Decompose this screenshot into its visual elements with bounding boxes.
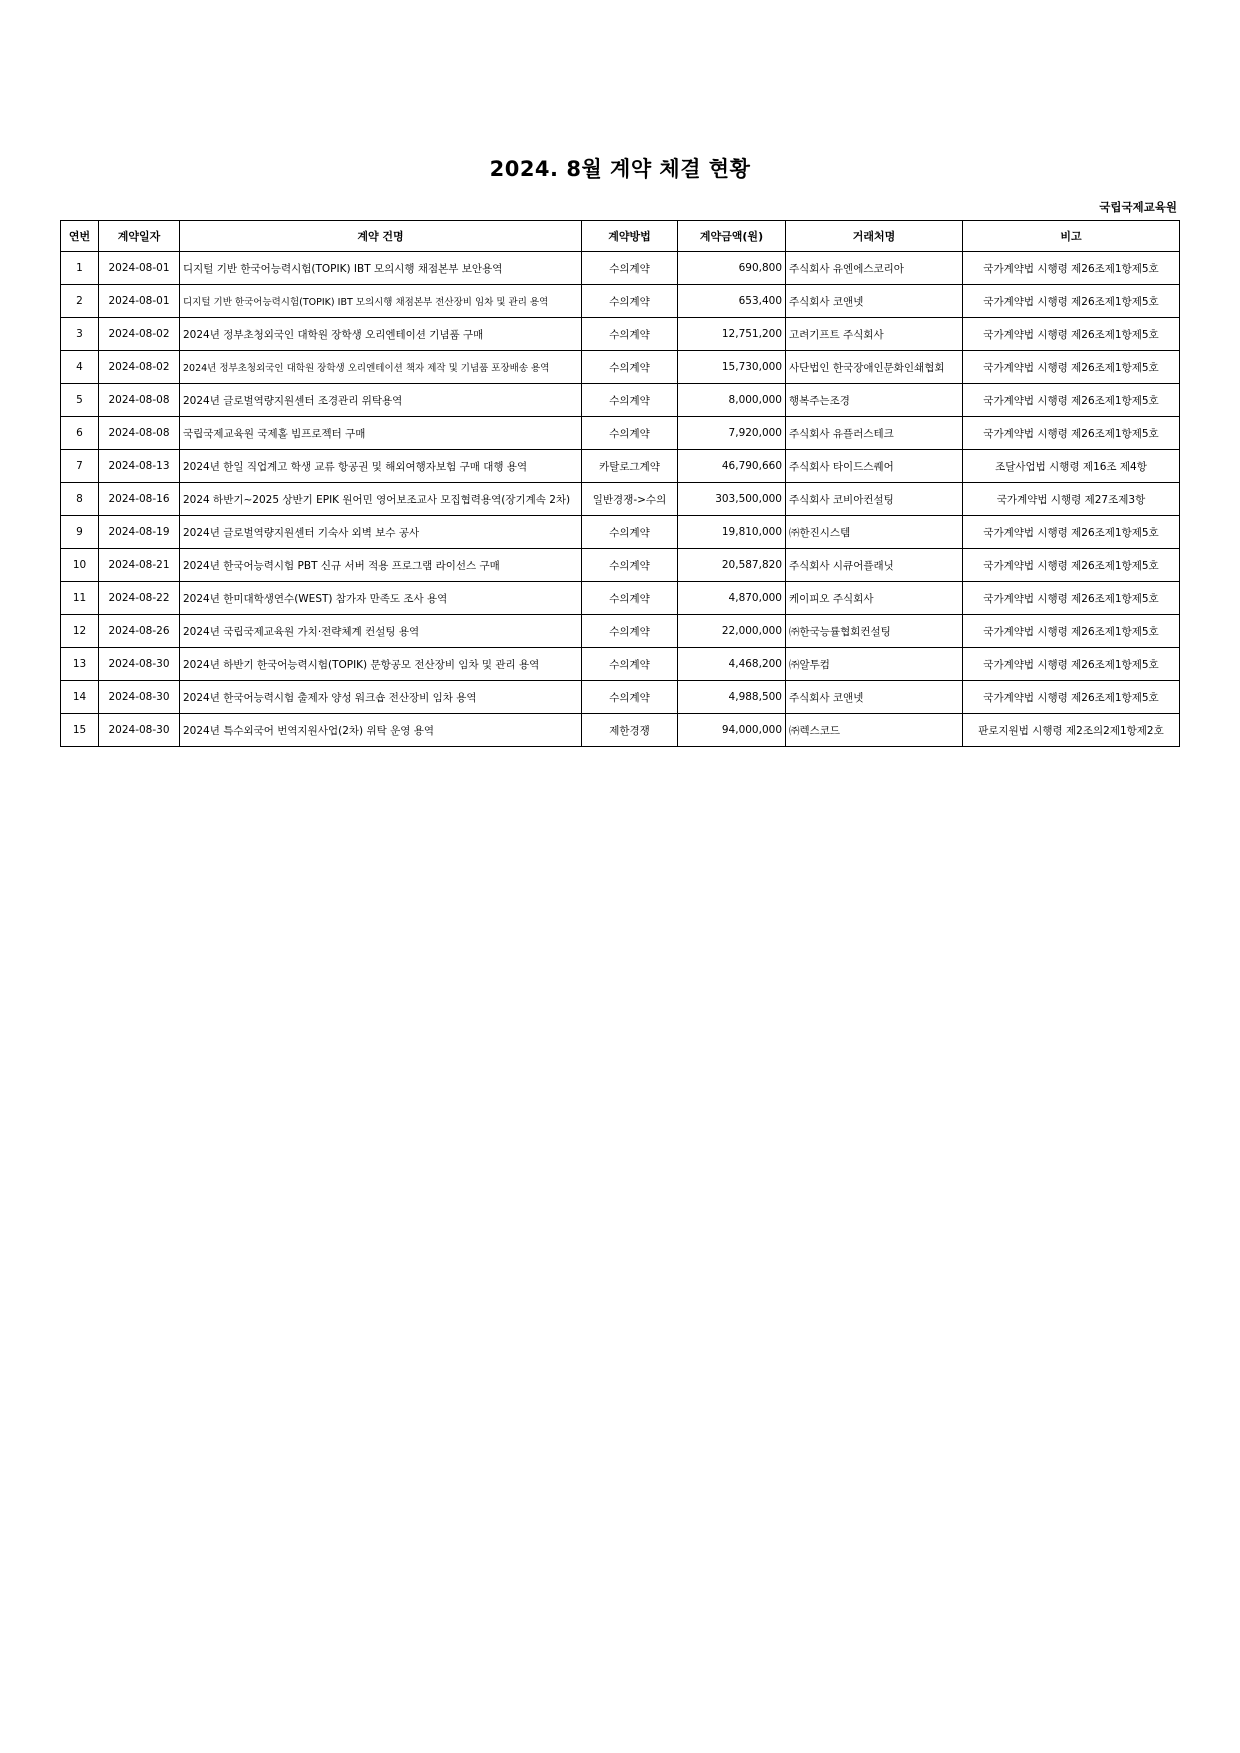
cell-date: 2024-08-13: [99, 450, 180, 483]
cell-note: 국가계약법 시행령 제26조제1항제5호: [963, 582, 1180, 615]
organization-name: 국립국제교육원: [1099, 200, 1177, 214]
cell-amount: 690,800: [678, 252, 786, 285]
table-row: [61, 417, 1180, 450]
table-body: [61, 252, 1180, 747]
cell-contract-name: 2024년 글로벌역량지원센터 조경관리 위탁용역: [180, 384, 582, 417]
cell-contract-name: 2024년 특수외국어 번역지원사업(2차) 위탁 운영 용역: [180, 714, 582, 747]
cell-vendor: 행복주는조경: [786, 384, 963, 417]
cell-amount: 4,468,200: [678, 648, 786, 681]
cell-amount: 12,751,200: [678, 318, 786, 351]
cell-contract-name: 2024년 정부초청외국인 대학원 장학생 오리엔테이션 책자 제작 및 기념품 포장배송 용역: [180, 351, 582, 384]
cell-no: 3: [61, 318, 99, 351]
cell-date: 2024-08-08: [99, 384, 180, 417]
cell-amount: 20,587,820: [678, 549, 786, 582]
header-date: 계약일자: [99, 221, 180, 252]
cell-date: 2024-08-30: [99, 681, 180, 714]
cell-vendor: 주식회사 타이드스퀘어: [786, 450, 963, 483]
table-row: [61, 648, 1180, 681]
cell-amount: 4,988,500: [678, 681, 786, 714]
cell-vendor: 주식회사 코앤넷: [786, 681, 963, 714]
table-header-row: [61, 221, 1180, 252]
cell-vendor: 주식회사 시큐어플래닛: [786, 549, 963, 582]
cell-date: 2024-08-30: [99, 648, 180, 681]
cell-date: 2024-08-02: [99, 351, 180, 384]
cell-note: 국가계약법 시행령 제26조제1항제5호: [963, 285, 1180, 318]
cell-contract-name: 2024년 글로벌역량지원센터 기숙사 외벽 보수 공사: [180, 516, 582, 549]
cell-contract-name: 2024년 한일 직업계고 학생 교류 항공권 및 해외여행자보험 구매 대행 용역: [180, 450, 582, 483]
table-row: [61, 681, 1180, 714]
cell-method: 수의계약: [582, 582, 678, 615]
cell-vendor: 주식회사 유엔에스코리아: [786, 252, 963, 285]
cell-amount: 8,000,000: [678, 384, 786, 417]
cell-note: 판로지원법 시행령 제2조의2제1항제2호: [963, 714, 1180, 747]
table-row: [61, 483, 1180, 516]
cell-amount: 46,790,660: [678, 450, 786, 483]
cell-vendor: ㈜한국능률협회컨설팅: [786, 615, 963, 648]
cell-date: 2024-08-30: [99, 714, 180, 747]
cell-method: 수의계약: [582, 417, 678, 450]
cell-note: 국가계약법 시행령 제26조제1항제5호: [963, 516, 1180, 549]
cell-vendor: ㈜알투컴: [786, 648, 963, 681]
cell-method: 수의계약: [582, 285, 678, 318]
cell-note: 국가계약법 시행령 제26조제1항제5호: [963, 417, 1180, 450]
cell-note: 국가계약법 시행령 제26조제1항제5호: [963, 252, 1180, 285]
cell-amount: 19,810,000: [678, 516, 786, 549]
cell-note: 국가계약법 시행령 제26조제1항제5호: [963, 384, 1180, 417]
cell-note: 국가계약법 시행령 제26조제1항제5호: [963, 615, 1180, 648]
header-contract-name: 계약 건명: [180, 221, 582, 252]
cell-contract-name: 2024 하반기~2025 상반기 EPIK 원어민 영어보조교사 모집협력용역(장기계속 2차): [180, 483, 582, 516]
cell-vendor: 사단법인 한국장애인문화인쇄협회: [786, 351, 963, 384]
cell-no: 14: [61, 681, 99, 714]
cell-vendor: 주식회사 유플러스테크: [786, 417, 963, 450]
cell-no: 7: [61, 450, 99, 483]
cell-method: 수의계약: [582, 648, 678, 681]
cell-note: 국가계약법 시행령 제26조제1항제5호: [963, 549, 1180, 582]
cell-method: 카탈로그계약: [582, 450, 678, 483]
cell-method: 제한경쟁: [582, 714, 678, 747]
table-row: [61, 285, 1180, 318]
cell-contract-name: 국립국제교육원 국제홀 빔프로젝터 구매: [180, 417, 582, 450]
cell-contract-name: 2024년 한국어능력시험 출제자 양성 워크숍 전산장비 임차 용역: [180, 681, 582, 714]
cell-no: 6: [61, 417, 99, 450]
cell-vendor: 고려기프트 주식회사: [786, 318, 963, 351]
cell-no: 8: [61, 483, 99, 516]
cell-method: 수의계약: [582, 549, 678, 582]
cell-no: 1: [61, 252, 99, 285]
page-title: 2024. 8월 계약 체결 현황: [489, 157, 751, 181]
cell-no: 4: [61, 351, 99, 384]
cell-amount: 15,730,000: [678, 351, 786, 384]
table-row: [61, 549, 1180, 582]
cell-contract-name: 디지털 기반 한국어능력시험(TOPIK) IBT 모의시행 채점본부 보안용역: [180, 252, 582, 285]
cell-no: 2: [61, 285, 99, 318]
cell-date: 2024-08-01: [99, 252, 180, 285]
cell-method: 수의계약: [582, 384, 678, 417]
cell-date: 2024-08-19: [99, 516, 180, 549]
cell-contract-name: 2024년 한미대학생연수(WEST) 참가자 만족도 조사 용역: [180, 582, 582, 615]
cell-date: 2024-08-08: [99, 417, 180, 450]
cell-date: 2024-08-02: [99, 318, 180, 351]
cell-contract-name: 2024년 한국어능력시험 PBT 신규 서버 적용 프로그램 라이선스 구매: [180, 549, 582, 582]
cell-amount: 7,920,000: [678, 417, 786, 450]
cell-method: 수의계약: [582, 318, 678, 351]
cell-date: 2024-08-22: [99, 582, 180, 615]
cell-date: 2024-08-26: [99, 615, 180, 648]
table-row: [61, 318, 1180, 351]
cell-vendor: 케이피오 주식회사: [786, 582, 963, 615]
cell-no: 9: [61, 516, 99, 549]
cell-note: 국가계약법 시행령 제26조제1항제5호: [963, 648, 1180, 681]
cell-amount: 303,500,000: [678, 483, 786, 516]
cell-amount: 22,000,000: [678, 615, 786, 648]
cell-amount: 4,870,000: [678, 582, 786, 615]
cell-note: 조달사업법 시행령 제16조 제4항: [963, 450, 1180, 483]
table-row: [61, 582, 1180, 615]
cell-method: 수의계약: [582, 615, 678, 648]
table-row: [61, 384, 1180, 417]
contracts-table: [60, 220, 1180, 747]
cell-date: 2024-08-01: [99, 285, 180, 318]
cell-vendor: 주식회사 코비아컨설팅: [786, 483, 963, 516]
cell-date: 2024-08-16: [99, 483, 180, 516]
cell-method: 수의계약: [582, 252, 678, 285]
cell-no: 11: [61, 582, 99, 615]
cell-method: 일반경쟁->수의: [582, 483, 678, 516]
cell-no: 15: [61, 714, 99, 747]
cell-amount: 653,400: [678, 285, 786, 318]
cell-method: 수의계약: [582, 516, 678, 549]
cell-note: 국가계약법 시행령 제26조제1항제5호: [963, 681, 1180, 714]
cell-amount: 94,000,000: [678, 714, 786, 747]
cell-contract-name: 디지털 기반 한국어능력시험(TOPIK) IBT 모의시행 채점본부 전산장비 임차 및 관리 용역: [180, 285, 582, 318]
table-row: [61, 351, 1180, 384]
cell-contract-name: 2024년 하반기 한국어능력시험(TOPIK) 문항공모 전산장비 임차 및 관리 용역: [180, 648, 582, 681]
cell-note: 국가계약법 시행령 제27조제3항: [963, 483, 1180, 516]
cell-no: 5: [61, 384, 99, 417]
cell-method: 수의계약: [582, 351, 678, 384]
table-row: [61, 252, 1180, 285]
header-amount: 계약금액(원): [678, 221, 786, 252]
cell-no: 10: [61, 549, 99, 582]
table-row: [61, 615, 1180, 648]
table-row: [61, 714, 1180, 747]
cell-method: 수의계약: [582, 681, 678, 714]
header-vendor: 거래처명: [786, 221, 963, 252]
table-row: [61, 450, 1180, 483]
header-no: 연번: [61, 221, 99, 252]
cell-vendor: ㈜한진시스템: [786, 516, 963, 549]
cell-note: 국가계약법 시행령 제26조제1항제5호: [963, 318, 1180, 351]
cell-contract-name: 2024년 국립국제교육원 가치·전략체계 컨설팅 용역: [180, 615, 582, 648]
header-method: 계약방법: [582, 221, 678, 252]
cell-date: 2024-08-21: [99, 549, 180, 582]
header-note: 비고: [963, 221, 1180, 252]
cell-vendor: ㈜렉스코드: [786, 714, 963, 747]
table-row: [61, 516, 1180, 549]
cell-no: 12: [61, 615, 99, 648]
cell-vendor: 주식회사 코앤넷: [786, 285, 963, 318]
cell-contract-name: 2024년 정부초청외국인 대학원 장학생 오리엔테이션 기념품 구매: [180, 318, 582, 351]
cell-note: 국가계약법 시행령 제26조제1항제5호: [963, 351, 1180, 384]
cell-no: 13: [61, 648, 99, 681]
